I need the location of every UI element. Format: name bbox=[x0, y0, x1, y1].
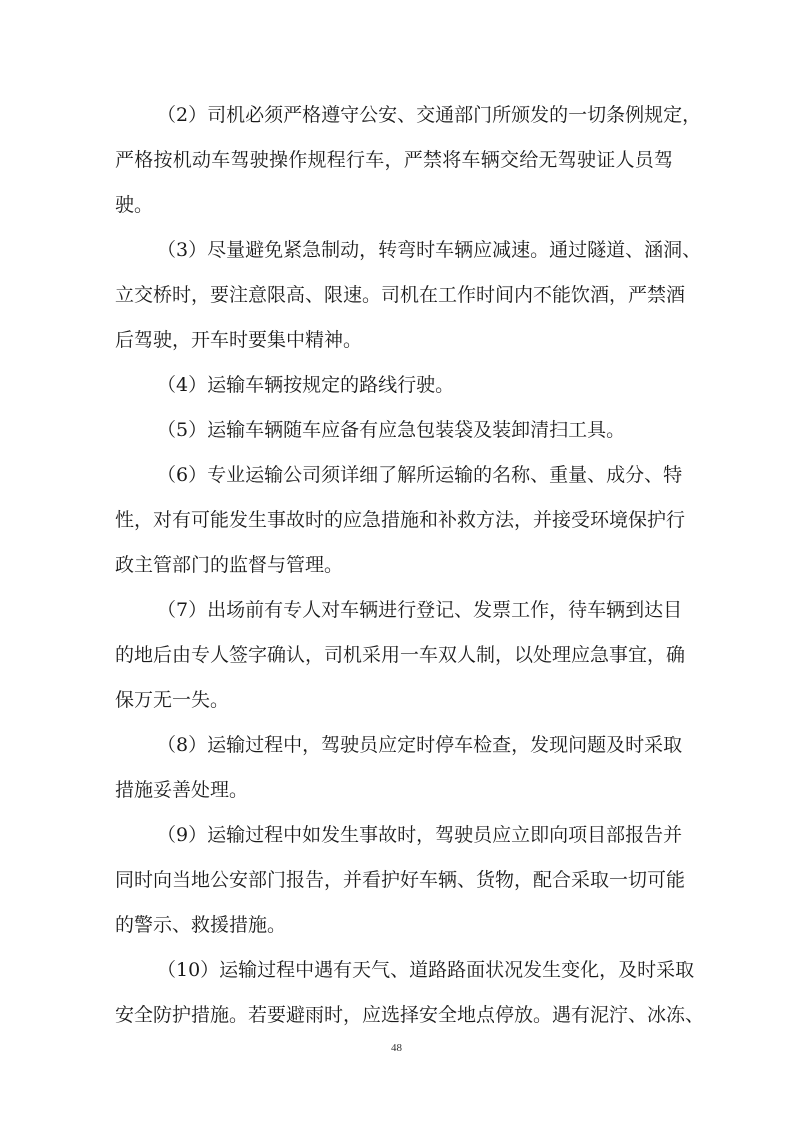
text-line: （2）司机必须严格遵守公安、交通部门所颁发的一切条例规定， bbox=[157, 104, 702, 126]
text-line: 同时向当地公安部门报告，并看护好车辆、货物，配合采取一切可能 bbox=[115, 869, 686, 891]
text-line: （3）尽量避免紧急制动，转弯时车辆应减速。通过隧道、涵洞、 bbox=[157, 239, 702, 261]
text-line: （8）运输过程中，驾驶员应定时停车检查，发现问题及时采取 bbox=[157, 734, 683, 756]
text-line: 严格按机动车驾驶操作规程行车，严禁将车辆交给无驾驶证人员驾 bbox=[115, 149, 673, 171]
text-line: 后驾驶，开车时要集中精神。 bbox=[115, 329, 363, 351]
text-line: 的地后由专人签字确认，司机采用一车双人制，以处理应急事宜，确 bbox=[115, 644, 686, 666]
text-line: 立交桥时，要注意限高、限速。司机在工作时间内不能饮酒，严禁酒 bbox=[115, 284, 686, 306]
text-line: 安全防护措施。若要避雨时，应选择安全地点停放。遇有泥泞、冰冻、 bbox=[115, 1004, 705, 1026]
text-line: 驶。 bbox=[115, 194, 154, 216]
text-line: 性，对有可能发生事故时的应急措施和补救方法，并接受环境保护行 bbox=[115, 509, 686, 531]
page-number: 48 bbox=[391, 1042, 402, 1054]
text-line: 政主管部门的监督与管理。 bbox=[115, 554, 344, 576]
text-line: （10）运输过程中遇有天气、道路路面状况发生变化，及时采取 bbox=[157, 959, 695, 981]
text-line: （7）出场前有专人对车辆进行登记、发票工作，待车辆到达目 bbox=[157, 599, 683, 621]
text-line: （5）运输车辆随车应备有应急包装袋及装卸清扫工具。 bbox=[157, 419, 626, 441]
text-line: （4）运输车辆按规定的路线行驶。 bbox=[157, 374, 455, 396]
text-line: （9）运输过程中如发生事故时，驾驶员应立即向项目部报告并 bbox=[157, 824, 683, 846]
text-line: 的警示、救援措施。 bbox=[115, 914, 287, 936]
text-line: （6）专业运输公司须详细了解所运输的名称、重量、成分、特 bbox=[157, 464, 683, 486]
text-line: 保万无一失。 bbox=[115, 689, 230, 711]
text-line: 措施妥善处理。 bbox=[115, 779, 249, 801]
